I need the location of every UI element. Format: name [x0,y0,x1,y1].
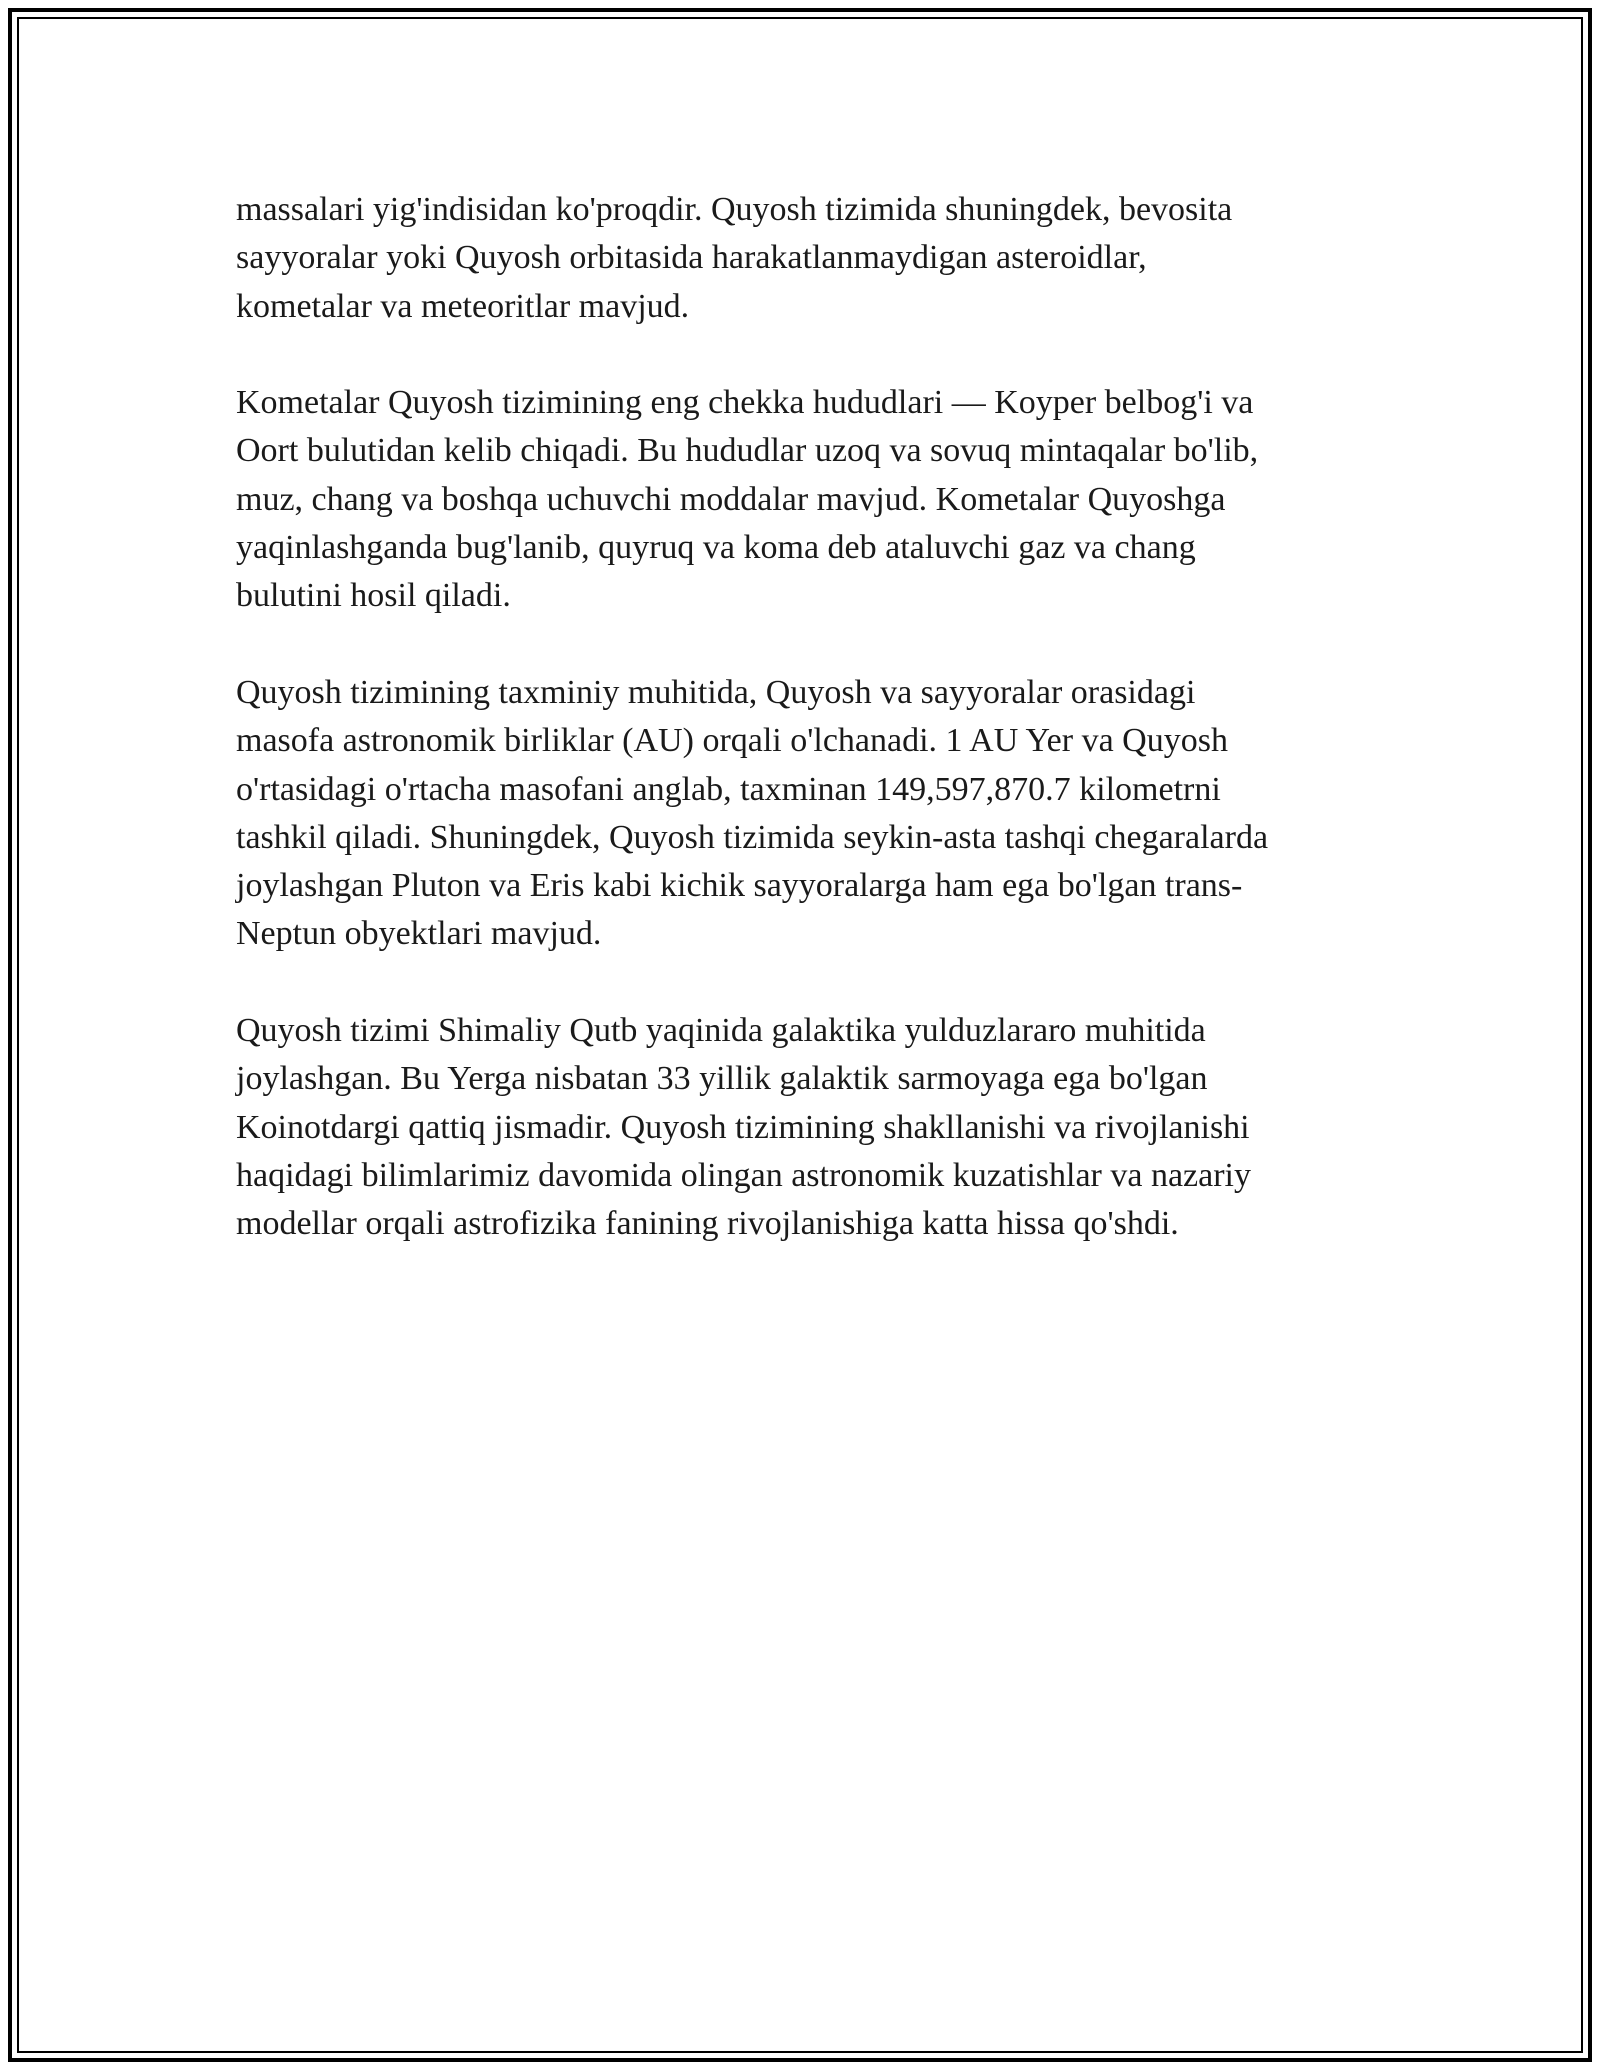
paragraph-3: Quyosh tizimining taxminiy muhitida, Quyosh va sayyoralar orasidagi masofa astronomik birliklar (AU) orqali o'lchanadi. 1 AU Yer va Quyosh o'rtasidagi o'rtacha masofani anglab, taxminan 149,597,870.7 kilometrni tashkil qiladi. Shuningdek, Quyosh tizimida seykin-asta tashqi chegaralarda joylashgan Pluton va Eris kabi kichik sayyoralarga ham ega bo'lgan trans- Neptun obyektlari mavjud. [236,673,1269,953]
paragraph-4: Quyosh tizimi Shimaliy Qutb yaqinida galaktika yulduzlararo muhitida joylashgan. Bu Yerga nisbatan 33 yillik galaktik sarmoyaga ega bo'lgan Koinotdargi qattiq jismadir. Quyosh tizimining shakllanishi va rivojlanishi haqidagi bilimlarimiz davomida olingan astronomik kuzatishlar va nazariy modellar orqali astrofizika fanining rivojlanishiga katta hissa qo'shdi. [236,1012,1251,1243]
paragraph-1: massalari yig'indisidan ko'proqdir. Quyosh tizimida shuningdek, bevosita sayyoralar yoki Quyosh orbitasida harakatlanmaydigan asteroidlar, kometalar va meteoritlar mavjud. [236,191,1233,325]
document-body [236,186,1361,1297]
paragraph-2: Kometalar Quyosh tizimining eng chekka hududlari — Koyper belbog'i va Oort bulutidan kelib chiqadi. Bu hududlar uzoq va sovuq mintaqalar bo'lib, muz, chang va boshqa uchuvchi moddalar mavjud. Kometalar Quyoshga yaqinlashganda bug'lanib, quyruq va koma deb ataluvchi gaz va chang bulutini hosil qiladi. [236,384,1259,615]
